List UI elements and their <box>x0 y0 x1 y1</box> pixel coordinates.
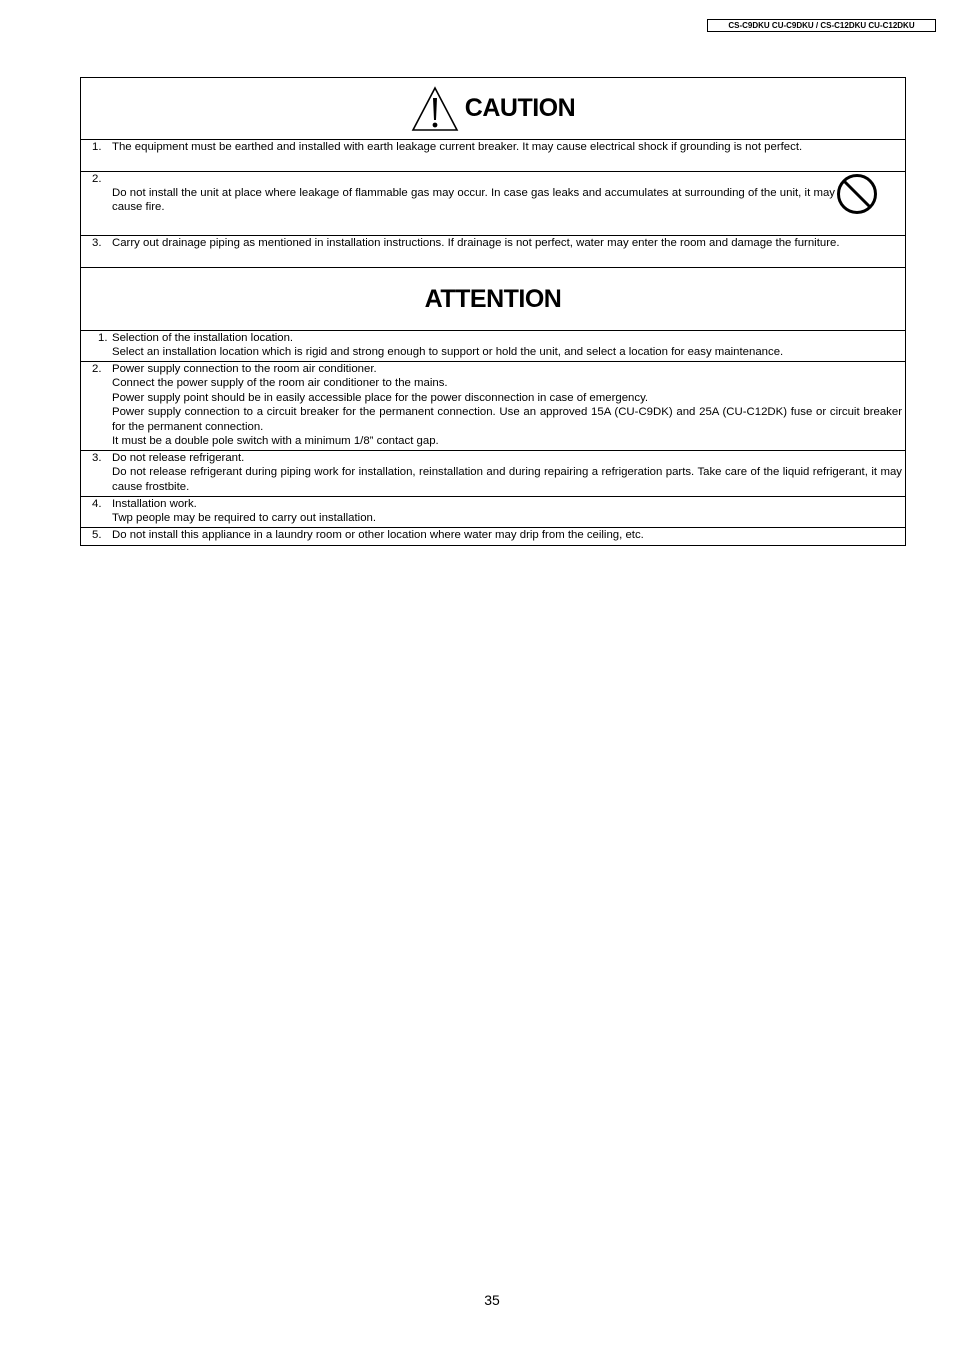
attention-item <box>81 451 905 497</box>
item-line: Do not release refrigerant. <box>112 452 245 464</box>
item-line: Connect the power supply of the room air conditioner to the mains. <box>112 377 448 390</box>
item-number: 2. <box>92 173 102 185</box>
prohibited-icon <box>835 172 879 216</box>
item-line: Power supply point should be in easily accessible place for the power disconnection in case of emergency. <box>112 391 649 404</box>
item-line: Power supply connection to the room air conditioner. <box>112 363 377 375</box>
item-line: Twp people may be required to carry out installation. <box>112 512 377 525</box>
item-line: Power supply connection to a circuit breaker for the permanent connection. Use an approved 15A (CU-C9DK) and 25A (CU-C12DK) fuse or circuit breaker for the permanent connection. <box>112 406 902 433</box>
item-line: It must be a double pole switch with a minimum 1/8” contact gap. <box>112 435 439 448</box>
caution-item <box>81 172 905 236</box>
item-number: 1. <box>98 332 108 344</box>
page-number: 35 <box>484 1292 500 1308</box>
safety-precautions-table <box>80 77 906 546</box>
item-text: Do not install the unit at place where leakage of flammable gas may occur. In case gas leaks and accumulates at surrounding of the unit, it may cause fire. <box>112 187 835 214</box>
item-number: 3. <box>92 237 102 249</box>
attention-item <box>81 331 905 362</box>
item-text: The equipment must be earthed and installed with earth leakage current breaker. It may cause electrical shock if grounding is not perfect. <box>112 141 803 153</box>
attention-item <box>81 497 905 528</box>
caution-header <box>81 78 905 140</box>
item-text: Carry out drainage piping as mentioned in installation instructions. If drainage is not perfect, water may enter the room and damage the furniture. <box>112 237 840 249</box>
warning-triangle-icon <box>411 86 459 132</box>
caution-item <box>81 140 905 172</box>
attention-item <box>81 362 905 451</box>
item-number: 2. <box>92 363 102 375</box>
item-number: 3. <box>92 452 102 464</box>
item-number: 5. <box>92 529 102 541</box>
item-line: Select an installation location which is rigid and strong enough to support or hold the unit, and select a location for easy maintenance. <box>112 346 784 359</box>
item-number: 4. <box>92 498 102 510</box>
item-line: Do not release refrigerant during piping work for installation, reinstallation and during repairing a refrigeration parts. Take care of the liquid refrigerant, it may cause frostbite. <box>112 466 902 493</box>
item-line: Installation work. <box>112 498 197 510</box>
item-line: Selection of the installation location. <box>112 332 294 344</box>
attention-title: ATTENTION <box>424 284 562 313</box>
attention-header <box>81 268 905 331</box>
item-line: Do not install this appliance in a laundry room or other location where water may drip from the ceiling, etc. <box>112 529 644 541</box>
model-number-tag: CS-C9DKU CU-C9DKU / CS-C12DKU CU-C12DKU <box>707 19 936 32</box>
item-number: 1. <box>92 141 102 153</box>
caution-title: CAUTION <box>464 94 576 122</box>
caution-item <box>81 236 905 268</box>
attention-item <box>81 528 905 546</box>
